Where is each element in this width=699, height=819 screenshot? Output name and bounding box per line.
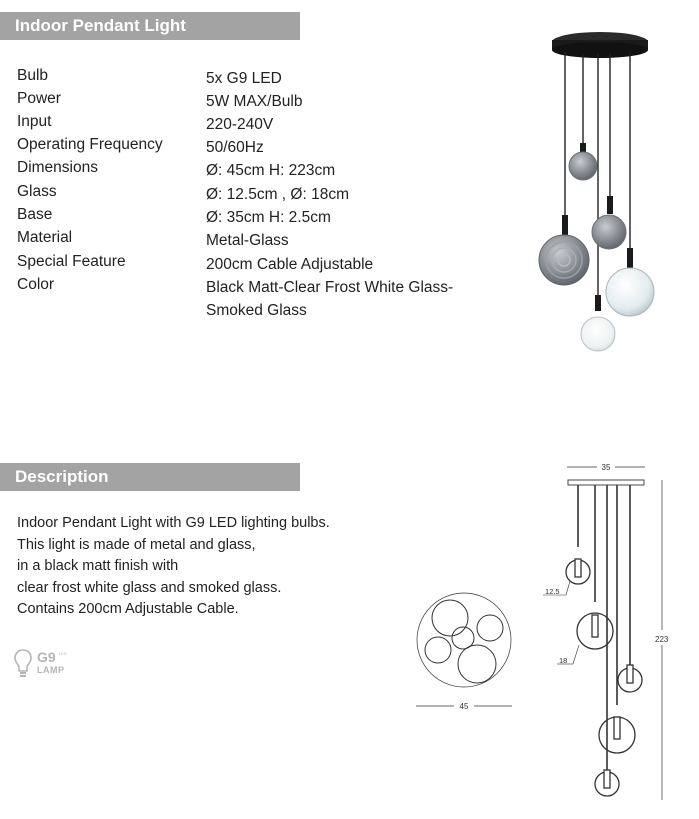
description-line: This light is made of metal and glass, bbox=[17, 536, 256, 553]
spec-value bbox=[206, 276, 496, 322]
side-view-drawing bbox=[535, 455, 695, 810]
spec-value: 50/60Hz bbox=[206, 139, 264, 156]
spec-label: Bulb bbox=[17, 67, 49, 84]
spec-value: 220-240V bbox=[206, 116, 274, 133]
spec-value: 5x G9 LED bbox=[206, 70, 282, 87]
top-width-label: 45 bbox=[459, 702, 469, 711]
spec-label: Operating Frequency bbox=[17, 136, 163, 153]
spec-label: Material bbox=[17, 229, 73, 246]
description-heading: Description bbox=[15, 467, 109, 486]
spec-label: Glass bbox=[17, 183, 57, 200]
badge-sub: LAMP bbox=[37, 665, 65, 675]
spec-label: Power bbox=[17, 90, 61, 107]
spec-value-line: Black Matt-Clear Frost White Glass- bbox=[206, 279, 454, 296]
spec-label: Color bbox=[17, 276, 55, 293]
spec-value: Ø: 12.5cm , Ø: 18cm bbox=[206, 186, 349, 203]
glass-small-label: 12.5 bbox=[545, 587, 560, 596]
spec-value: Metal-Glass bbox=[206, 232, 289, 249]
base-width-label: 35 bbox=[601, 463, 611, 472]
badge-type: G9 bbox=[37, 649, 56, 665]
bulb-icon bbox=[15, 650, 31, 677]
spec-value: Ø: 35cm H: 2.5cm bbox=[206, 209, 331, 226]
spec-label: Input bbox=[17, 113, 52, 130]
spec-label: Special Feature bbox=[17, 253, 126, 270]
glass-large-label: 18 bbox=[559, 656, 568, 665]
spec-label: Dimensions bbox=[17, 159, 98, 176]
smoked-globe-small bbox=[569, 152, 597, 180]
description-text bbox=[17, 513, 330, 621]
spec-label: Base bbox=[17, 206, 53, 223]
smoked-globe-mid bbox=[592, 215, 626, 249]
frost-globe bbox=[581, 317, 615, 351]
smoked-globe-ringed bbox=[539, 235, 589, 285]
height-label: 223 bbox=[655, 635, 669, 644]
description-bar bbox=[0, 463, 300, 491]
spec-value-line: Smoked Glass bbox=[206, 302, 307, 319]
description-line: Contains 200cm Adjustable Cable. bbox=[17, 601, 239, 617]
description-line: clear frost white glass and smoked glass. bbox=[17, 579, 282, 596]
spec-value: 5W MAX/Bulb bbox=[206, 93, 303, 110]
base-plate bbox=[568, 480, 644, 485]
clear-globe bbox=[606, 268, 654, 316]
description-line: in a black matt finish with bbox=[17, 558, 179, 574]
description-line: Indoor Pendant Light with G9 LED lighting bulbs. bbox=[17, 515, 330, 531]
top-view-drawing bbox=[410, 588, 520, 713]
spec-value: Ø: 45cm H: 223cm bbox=[206, 162, 336, 179]
product-title: Indoor Pendant Light bbox=[15, 16, 186, 35]
product-photo bbox=[520, 10, 690, 360]
spec-value: 200cm Cable Adjustable bbox=[206, 256, 374, 273]
badge-small: LED bbox=[59, 651, 67, 656]
product-title-bar bbox=[0, 12, 300, 40]
g9-lamp-badge bbox=[13, 646, 83, 680]
